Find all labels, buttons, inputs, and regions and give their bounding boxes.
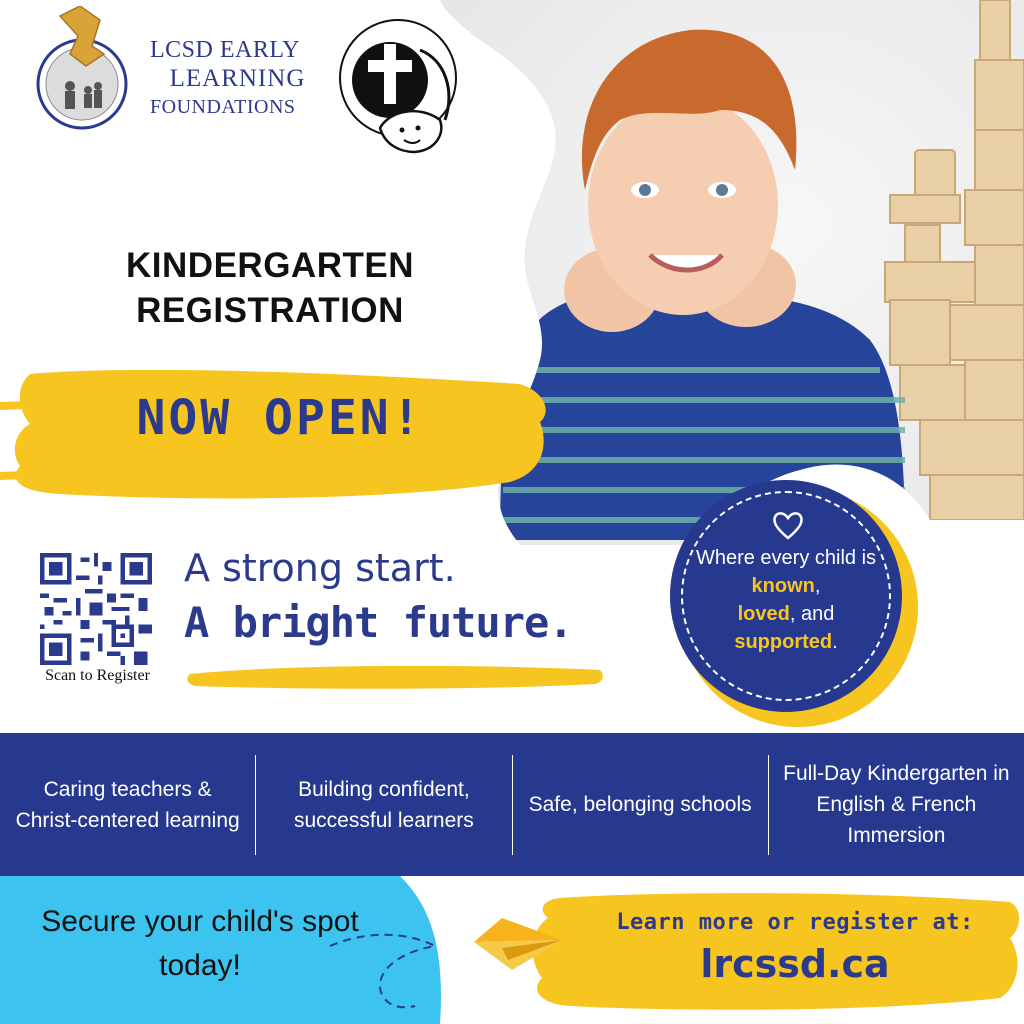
website-link[interactable]: lrcssd.ca bbox=[700, 942, 890, 986]
tagline-line1: A strong start. bbox=[184, 546, 456, 590]
qr-label: Scan to Register bbox=[45, 667, 150, 684]
lcsd-line2: LEARNING bbox=[169, 65, 306, 92]
lcsd-line1: LCSD EARLY bbox=[150, 37, 300, 63]
lakeland-catholic-seal-icon bbox=[30, 6, 134, 130]
tagline-line2: A bright future. bbox=[184, 598, 573, 647]
notre-dame-school-logo-icon bbox=[330, 10, 470, 170]
lcsd-line3: FOUNDATIONS bbox=[150, 96, 296, 118]
heart-icon bbox=[771, 508, 805, 542]
paper-plane-icon bbox=[472, 912, 564, 974]
badge-known: known bbox=[751, 575, 815, 597]
badge-sep1: , bbox=[814, 575, 821, 597]
now-open-text: NOW OPEN! bbox=[136, 390, 424, 446]
feature-item: Caring teachers & Christ-centered learning bbox=[15, 777, 240, 832]
badge-loved: loved bbox=[737, 603, 790, 625]
feature-item: Full-Day Kindergarten in English & French Immersion bbox=[783, 762, 1010, 847]
dashed-flight-path bbox=[325, 926, 485, 1016]
yellow-underline-stroke bbox=[185, 660, 605, 692]
secure-spot-text: Secure your child's spot today! bbox=[41, 905, 359, 982]
cta-section bbox=[0, 876, 1024, 1024]
learn-more-text: Learn more or register at: bbox=[616, 910, 974, 935]
badge-part2: , and bbox=[789, 603, 835, 625]
badge-supported: supported bbox=[734, 631, 833, 653]
lcsd-logo-text bbox=[150, 36, 340, 120]
badge-end: . bbox=[832, 631, 838, 653]
headline-line2: REGISTRATION bbox=[136, 291, 404, 330]
feature-item: Building confident, successful learners bbox=[294, 777, 474, 832]
feature-item: Safe, belonging schools bbox=[528, 793, 752, 816]
page-title bbox=[40, 243, 500, 333]
qr-code[interactable] bbox=[40, 553, 152, 665]
badge-text bbox=[690, 544, 882, 656]
headline-line1: KINDERGARTEN bbox=[126, 246, 414, 285]
features-band bbox=[0, 733, 1024, 876]
badge-part1: Where every child is bbox=[695, 547, 877, 569]
